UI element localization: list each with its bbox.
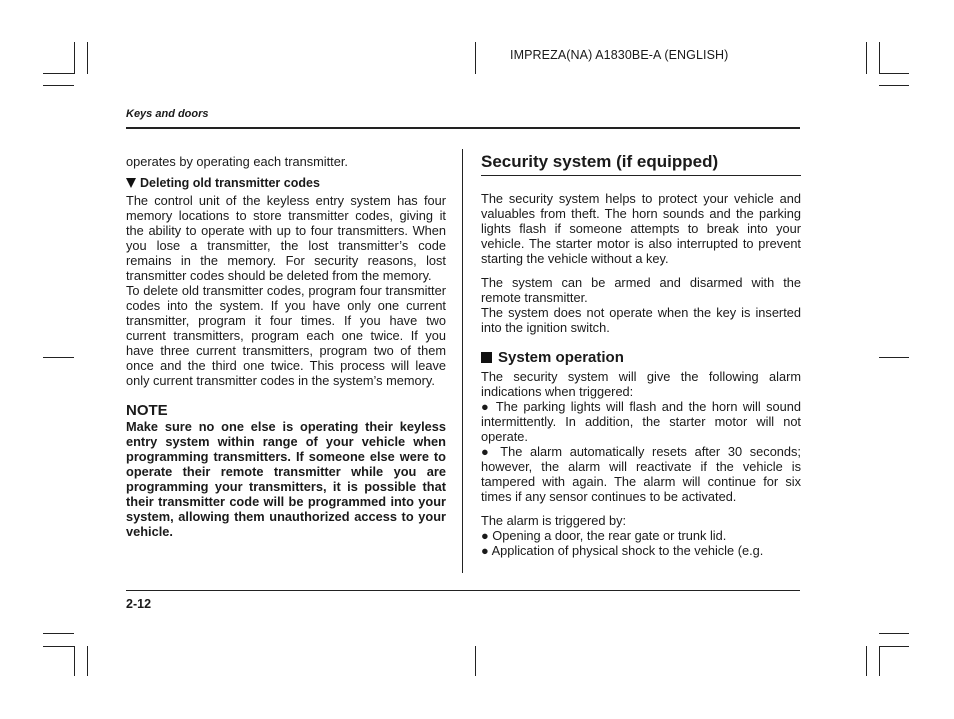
- square-bullet-icon: [481, 352, 492, 363]
- paragraph: To delete old transmitter codes, program four transmitter codes into the system. If you have only one current transmitter, program it four times. If you have two current transmitters, program each one twice. If you have three current transmitters, program two of them once and the third one twice. This process will leave only current transmitter codes in the system’s memory.: [126, 283, 446, 388]
- paragraph: The security system helps to protect your vehicle and valuables from theft. The horn sounds and the parking lights flash if someone attempts to break into your vehicle. The starter motor is also interrupted to prevent starting the vehicle without a key.: [481, 191, 801, 266]
- bullet-item: ● Application of physical shock to the vehicle (e.g.: [481, 543, 764, 558]
- paragraph: The control unit of the keyless entry system has four memory locations to store transmitter codes, giving it the ability to operate with up to four transmitters. When you lose a transmitter, the lost transmitter’s code remains in the memory. For security reasons, lost transmitter codes should be deleted from the memory.: [126, 193, 446, 283]
- bullet-item: ● Opening a door, the rear gate or trunk lid.: [481, 528, 727, 543]
- document-id: IMPREZA(NA) A1830BE-A (ENGLISH): [510, 48, 729, 62]
- header-rule: [126, 127, 800, 129]
- subsection-title: [481, 349, 801, 367]
- bullet-item: ● The alarm automatically resets after 30 seconds; however, the alarm will reactivate if the vehicle is tampered with again. The alarm will continue for six times if any sensor continues to be activated.: [481, 444, 801, 504]
- intro-text: operates by operating each transmitter.: [126, 154, 348, 169]
- subsection-title-text: System operation: [498, 349, 624, 366]
- section-header: Keys and doors: [126, 108, 209, 120]
- column-divider: [462, 149, 463, 573]
- subheading: [126, 176, 446, 191]
- triangle-bullet-icon: [126, 178, 136, 188]
- paragraph: The security system will give the following alarm indications when triggered:: [481, 369, 801, 399]
- section-title: Security system (if equipped): [481, 152, 719, 171]
- page-number: 2-12: [126, 597, 152, 611]
- bullet-item: ● The parking lights will flash and the horn will sound intermittently. In addition, the starter motor will not operate.: [481, 399, 801, 444]
- paragraph: The alarm is triggered by:: [481, 513, 627, 528]
- right-column: [481, 150, 801, 558]
- subheading-text: Deleting old transmitter codes: [140, 176, 320, 190]
- title-rule: [481, 175, 801, 176]
- footer-rule: [126, 590, 800, 591]
- left-column: [126, 154, 446, 539]
- note-text: Make sure no one else is operating their keyless entry system within range of your vehicle when programming transmitters. If someone else were to operate their remote transmitter while you are programming your transmitters, it is possible that their transmitter code will be programmed into your system, allowing them unauthorized access to your vehicle.: [126, 419, 446, 539]
- note-title: NOTE: [126, 402, 168, 419]
- paragraph: The system can be armed and disarmed with the remote transmitter.: [481, 275, 801, 305]
- paragraph: The system does not operate when the key is inserted into the ignition switch.: [481, 305, 801, 335]
